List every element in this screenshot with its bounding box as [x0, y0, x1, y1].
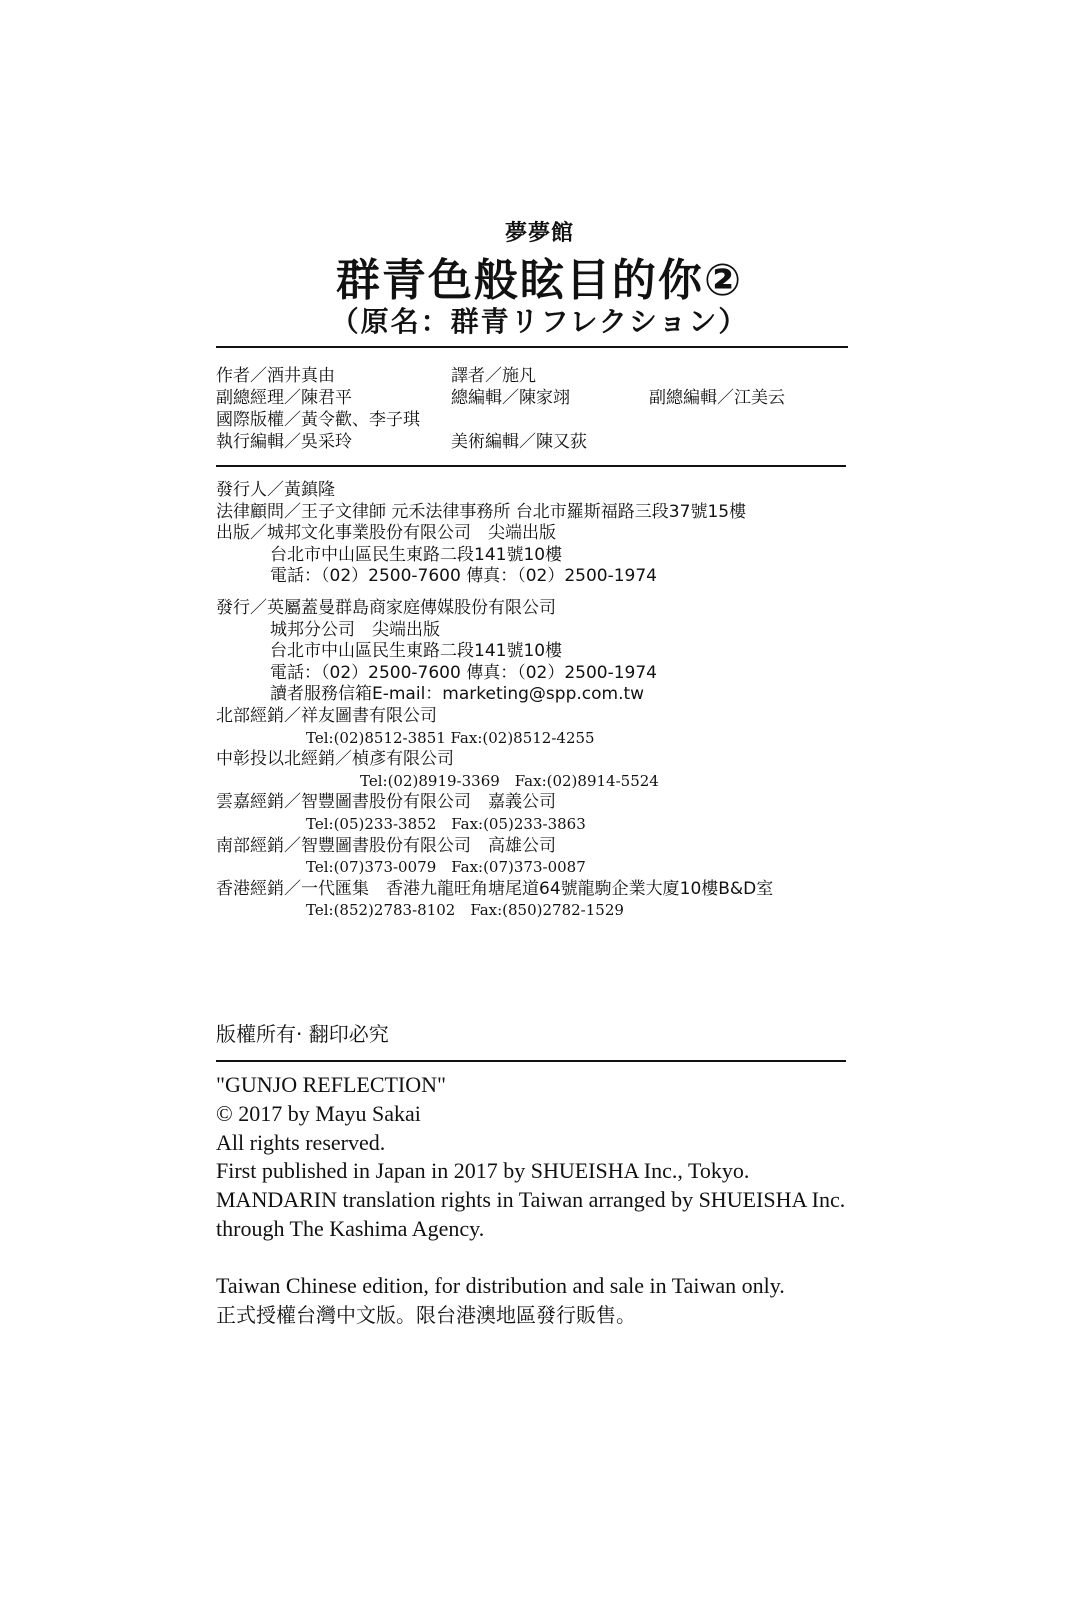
distributor-branch: 城邦分公司 尖端出版 [270, 619, 440, 640]
south-distributor: 南部經銷／智豐圖書股份有限公司 高雄公司 [216, 835, 556, 856]
credit-author: 作者／酒井真由 [216, 366, 335, 386]
original-title-en: "GUNJO REFLECTION" [216, 1072, 447, 1097]
publisher: 發行人／黃鎮隆 [216, 480, 335, 500]
credit-deputy-chief-editor: 副總編輯／江美云 [649, 388, 785, 408]
first-published: First published in Japan in 2017 by SHUEISHA Inc., Tokyo. [216, 1158, 750, 1184]
distributor-address: 台北市中山區民生東路二段141號10樓 [270, 641, 563, 662]
north-distributor: 北部經銷／祥友圖書有限公司 [216, 705, 437, 726]
imprint-address: 台北市中山區民生東路二段141號10樓 [270, 544, 563, 565]
series-label: 夢夢館 [504, 221, 574, 246]
hongkong-distributor: 香港經銷／一代匯集 香港九龍旺角塘尾道64號龍駒企業大廈10樓B&D室 [216, 878, 774, 899]
divider-bottom [216, 1060, 846, 1062]
original-title: （原名：群青リフレクション） [330, 305, 749, 338]
copyright-line: © 2017 by Mayu Sakai [216, 1100, 421, 1126]
english-block [216, 1071, 916, 1329]
translation-rights: MANDARIN translation rights in Taiwan arranged by SHUEISHA Inc. [216, 1187, 846, 1213]
credit-chief-editor: 總編輯／陳家翊 [451, 388, 570, 408]
distributor: 發行／英屬蓋曼群島商家庭傳媒股份有限公司 [216, 597, 556, 618]
credit-translator: 譯者／施凡 [451, 366, 536, 386]
publishing-block [216, 480, 866, 922]
book-title: 群青色般眩目的你② [335, 255, 744, 306]
distributor-email: 讀者服務信箱E-mail：marketing@spp.com.tw [270, 684, 645, 705]
rights-notice: 版權所有‧ 翻印必究 [216, 1022, 389, 1046]
central-contact: Tel:(02)8919-3369 Fax:(02)8914-5524 [360, 771, 659, 790]
north-contact: Tel:(02)8512-3851 Fax:(02)8512-4255 [306, 728, 595, 747]
distributor-phone: 電話：（02）2500-7600 傳真：（02）2500-1974 [270, 662, 657, 683]
yunjia-distributor: 雲嘉經銷／智豐圖書股份有限公司 嘉義公司 [216, 792, 556, 813]
imprint: 出版／城邦文化事業股份有限公司 尖端出版 [216, 523, 556, 544]
divider-top [216, 346, 848, 348]
south-contact: Tel:(07)373-0079 Fax:(07)373-0087 [306, 858, 586, 877]
distribution-note-zh: 正式授權台灣中文版。限台港澳地區發行販售。 [216, 1302, 636, 1327]
divider-middle [216, 465, 846, 467]
hongkong-contact: Tel:(852)2783-8102 Fax:(850)2782-1529 [306, 901, 624, 920]
credit-deputy-manager: 副總經理／陳君平 [216, 388, 352, 408]
credit-art-editor: 美術編輯／陳又荻 [451, 432, 587, 452]
central-distributor: 中彰投以北經銷／楨彥有限公司 [216, 749, 454, 770]
rights-reserved: All rights reserved. [216, 1129, 386, 1155]
credit-intl-rights: 國際版權／黃令歡、李子琪 [216, 410, 420, 430]
distribution-note: Taiwan Chinese edition, for distribution and sale in Taiwan only. [216, 1272, 785, 1298]
legal-advisor: 法律顧問／王子文律師 元禾法律事務所 台北市羅斯福路三段37號15樓 [216, 501, 747, 522]
agency: through The Kashima Agency. [216, 1215, 485, 1241]
yunjia-contact: Tel:(05)233-3852 Fax:(05)233-3863 [306, 814, 586, 833]
imprint-phone: 電話：（02）2500-7600 傳真：（02）2500-1974 [270, 566, 657, 587]
credit-exec-editor: 執行編輯／吳采玲 [216, 432, 352, 452]
